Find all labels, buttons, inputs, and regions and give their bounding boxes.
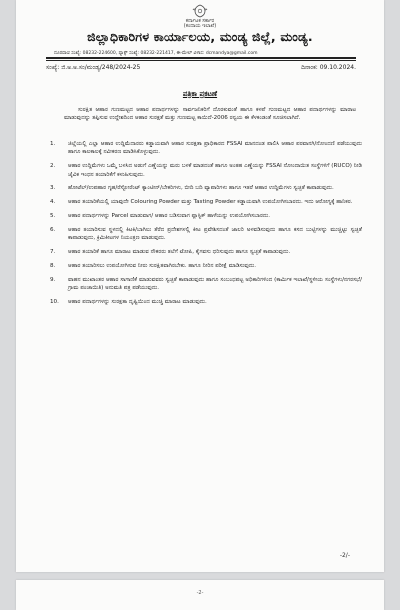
- page-number: -2-: [196, 590, 204, 596]
- list-item: [48, 212, 362, 220]
- list-item: [48, 140, 362, 157]
- item-number: 5.: [50, 213, 56, 219]
- press-note-intro: ಸುರಕ್ಷಿತ ಆಹಾರ ಗುಣಮಟ್ಟದ ಆಹಾರ ಪದಾರ್ಥಗಳನ್ನು ಸಾರ್ವಜನಿಕರಿಗೆ ದೊರಕುವಂತೆ ಹಾಗೂ ಕಳಪೆ ಗುಣಮಟ್ಟದ ಆಹಾರ ಪದಾರ್ಥಗಳನ್ನು ಮಾರಾಟ ಮಾಡುವುದನ್ನು ತಪ್ಪಿಸುವ ಉದ್ದೇಶದಿಂದ ಆಹಾರ ಸುರಕ್ಷತೆ ಮತ್ತು ಗುಣಮಟ್ಟ ಕಾಯಿದೆ-2006 ರನ್ವಯ ಈ ಕೆಳಕಂಡಂತೆ ಸೂಚಿಸಲಾಗಿದೆ.: [64, 107, 356, 122]
- item-text: ವಾಹನ ಮುಖಾಂತರ ಆಹಾರ ಸಾಗಾಣಿಕೆ ಮಾಡುವವರು ಸ್ವಚ್ಛತೆ ಕಾಪಾಡುವುದು ಹಾಗೂ ಸಂಬಂಧಪಟ್ಟ ಅಧಿಕಾರಿಗಳಿಂದ (ಕಾರ್ಮಿಕ ಇಲಾಖೆ/ಸ್ಥಳೀಯ ಸಂಸ್ಥೆಗಳು/ನಗರಸಭೆ/ಗ್ರಾಮ ಪಂಚಾಯಿತಿ) ಅನುಮತಿ ಪತ್ರ ಪಡೆಯುವುದು.: [68, 276, 362, 291]
- item-text: ಆಹಾರ ಪದಾರ್ಥಗಳನ್ನು ಸುರಕ್ಷತಾ ದೃಷ್ಟಿಯಿಂದ ಮುಚ್ಚಿ ಮಾರಾಟ ಮಾಡುವುದು.: [68, 298, 207, 305]
- department-name: (ಕಂದಾಯ ಇಲಾಖೆ): [183, 23, 217, 29]
- item-text: ಆಹಾರ ತಯಾರಿಕೆ ಹಾಗೂ ಮಾರಾಟ ಮಾಡುವ ನೌಕರರು ತಲೆಗೆ ಟೋಪಿ, ಕೈಗವಸು ಧರಿಸುವುದು ಹಾಗೂ ಸ್ವಚ್ಛತೆ ಕಾಪಾಡುವುದು.: [68, 249, 291, 255]
- list-item: [48, 226, 362, 243]
- document-page-2: [16, 580, 384, 610]
- document-page-1: [16, 0, 384, 572]
- item-number: 2.: [50, 163, 56, 170]
- item-number: 10.: [50, 298, 59, 305]
- item-number: 3.: [50, 185, 56, 192]
- item-text: ಜಿಲ್ಲೆಯಲ್ಲಿ ಎಲ್ಲಾ ಆಹಾರ ಉದ್ದಿಮೆದಾರರು ಕಡ್ಡಾಯವಾಗಿ ಆಹಾರ ಸುರಕ್ಷತಾ ಪ್ರಾಧಿಕಾರದ FSSAI ಮಾನದಂಡ ಪಾಲಿಸಿ ಆಹಾರ ಪರವಾನಗಿ/ನೋಂದಣಿ ಪಡೆಯುವುದು ಹಾಗೂ ಕಾಲಕಾಲಕ್ಕೆ ನವೀಕರಣ ಮಾಡಿಸಿಕೊಳ್ಳುವುದು.: [68, 141, 362, 156]
- header-divider-thick: [46, 57, 356, 59]
- state-emblem-icon: [190, 4, 210, 18]
- list-item: [48, 298, 362, 306]
- press-note-heading: ಪತ್ರಿಕಾ ಪ್ರಕಟಣೆ: [182, 90, 218, 98]
- list-item: [48, 162, 362, 179]
- item-text: ಆಹಾರ ತಯಾರಿಕೆಯಲ್ಲಿ ಯಾವುದೇ Colouring Powder ಮತ್ತು Tasting Powder ಕಡ್ಡಾಯವಾಗಿ ಉಪಯೋಗಿಸಬಾರದು. ಇದು ಆರೋಗ್ಯಕ್ಕೆ ಹಾನಿಕರ.: [68, 199, 353, 206]
- item-number: 8.: [50, 262, 56, 269]
- list-item: [48, 198, 362, 206]
- item-text: ಹೋಟೆಲ್/ಉಪಹಾರ ಗೃಹ/ರೆಸ್ಟೋರೆಂಟ್ ಕ್ಯಾಂಟೀನ್/ಬೇಕರಿಗಳು, ಬೀದಿ ಬದಿ ವ್ಯಾಪಾರಿಗಳು ಹಾಗೂ ಇತರೆ ಆಹಾರ ಉದ್ದಿಮೆಗಳು ಸ್ವಚ್ಛತೆ ಕಾಪಾಡುವುದು.: [68, 185, 334, 192]
- item-text: ಆಹಾರ ಪದಾರ್ಥಗಳನ್ನು Parcel ಮಾಡುವಾಗ/ ಆಹಾರ ಬಡಿಸುವಾಗ ಪ್ಲಾಸ್ಟಿಕ್ ಹಾಳೆಯನ್ನು ಉಪಯೋಗಿಸಬಾರದು.: [68, 213, 271, 219]
- item-number: 9.: [50, 276, 56, 283]
- office-title: ಜಿಲ್ಲಾಧಿಕಾರಿಗಳ ಕಾರ್ಯಾಲಯ, ಮಂಡ್ಯ ಜಿಲ್ಲೆ, ಮಂಡ್ಯ.: [87, 29, 313, 44]
- item-text: ಆಹಾರ ಉದ್ದಿಮೆಗಳು ಒಮ್ಮೆ ಬಳಸಿದ ಅಡುಗೆ ಎಣ್ಣೆಯನ್ನು ಮರು ಬಳಕೆ ಮಾಡದಂತೆ ಹಾಗೂ ಅಂತಹ ಎಣ್ಣೆಯನ್ನು FSSAI ನೋಂದಾಯಿತ ಸಂಸ್ಥೆಗಳಿಗೆ (RUCO) ನೀಡಿ ಜೈವಿಕ ಇಂಧನ ತಯಾರಿಕೆಗೆ ಕಳುಹಿಸುವುದು.: [68, 163, 362, 178]
- continued-page-marker: -2/-: [339, 552, 350, 559]
- item-text: ಆಹಾರ ತಯಾರಿಸಲು ಉಪಯೋಗಿಸುವ ನೀರು ಸುರಕ್ಷಿತವಾಗಿರಬೇಕು. ಹಾಗೂ ನೀರಿನ ಪರೀಕ್ಷೆ ಮಾಡಿಸುವುದು.: [68, 262, 257, 269]
- item-number: 1.: [50, 141, 56, 147]
- directives-list: [48, 140, 362, 312]
- item-number: 4.: [50, 199, 56, 206]
- item-number: 6.: [50, 226, 56, 233]
- item-text: ಆಹಾರ ತಯಾರಿಸುವ ಸ್ಥಳದಲ್ಲಿ ಕಿಟಕಿ/ಬಾಗಿಲು ತೆರೆದ ಪ್ರದೇಶಗಳಲ್ಲಿ ಕೀಟ ಪ್ರವೇಶಿಸದಂತೆ ಜಾಲರಿ ಅಳವಡಿಸುವುದು ಹಾಗೂ ಕಸದ ಬುಟ್ಟಿಗಳನ್ನು ಮುಚ್ಚಿಟ್ಟು ಸ್ವಚ್ಛತೆ ಕಾಪಾಡುವುದು, ಕ್ರಿಮಿಕೀಟಗಳ ನಿಯಂತ್ರಣ ಮಾಡುವುದು.: [68, 226, 362, 242]
- item-number: 7.: [50, 249, 56, 255]
- list-item: [48, 184, 362, 192]
- government-name: ಕರ್ನಾಟಕ ಸರ್ಕಾರ: [185, 18, 215, 24]
- reference-number: ಸಂಖ್ಯೆ: ಜಿ.ಅ.ಅ.ಸಂ/ಮಂಡ್ಯ/248/2024-25: [46, 64, 141, 71]
- contact-details: ದೂರವಾಣಿ ಸಂಖ್ಯೆ: 08232-224600, ಫ್ಯಾಕ್ಸ್ ಸಂಖ್ಯೆ: 08232-221417, ಈ-ಮೇಲ್ ವಿಳಾಸ: dcmandya@gmail.com: [54, 51, 258, 56]
- list-item: [48, 262, 362, 270]
- document-date: ದಿನಾಂಕ: 09.10.2024.: [301, 64, 356, 71]
- list-item: [48, 276, 362, 293]
- header-divider-thin: [46, 60, 356, 61]
- list-item: [48, 248, 362, 256]
